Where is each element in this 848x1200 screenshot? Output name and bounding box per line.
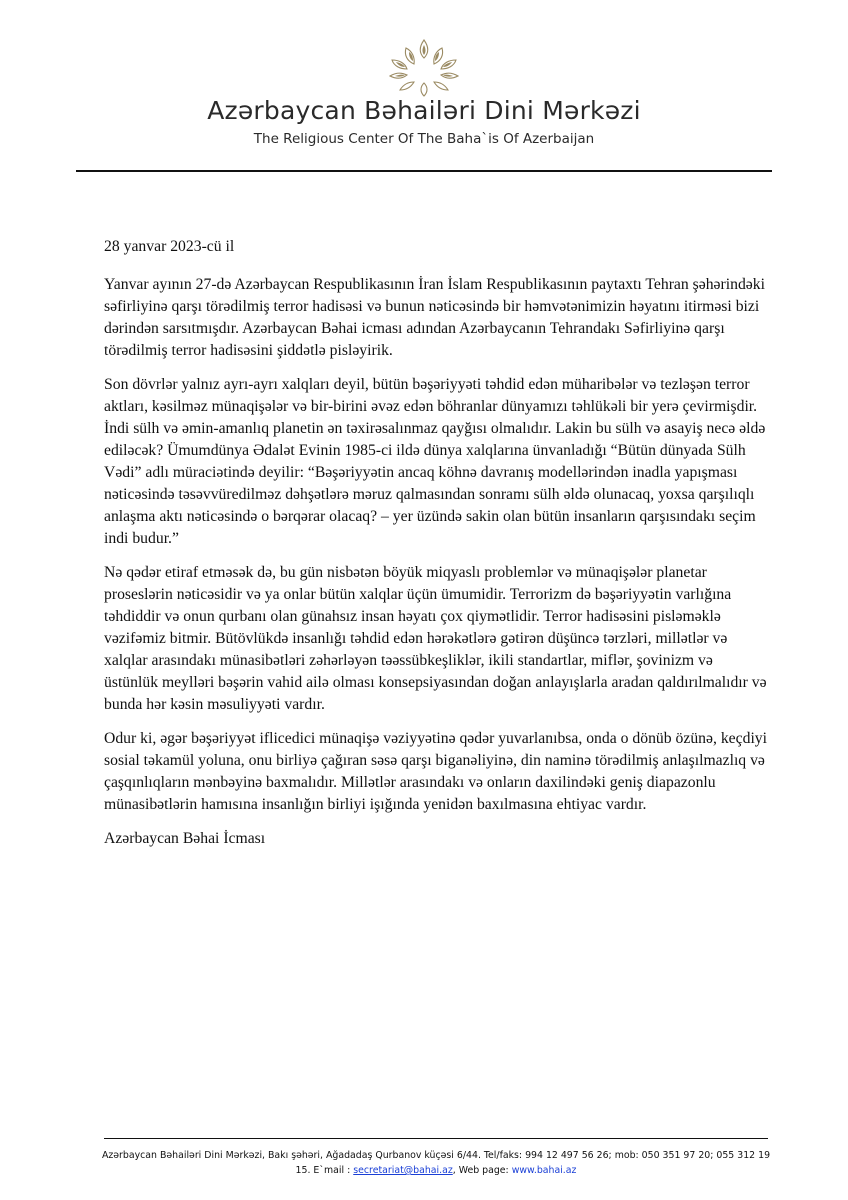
emblem-petal xyxy=(400,82,414,90)
letter-paragraph: Nə qədər etiraf etməsək də, bu gün nisbətən böyük miqyaslı problemlər və münaqişələr planetar proseslərin nəticəsidir və ya onlar bütün xalqlar üçün ümumidir. Terrorizm də bəşəriyyətin varlığına təhdiddir və onun qurbanı olan günahsız insan həyatı çox qiymətlidir. Terror hadisəsini pisləməklə vəzifəmiz bitmir. Bütövlükdə insanlığı təhdid edən hərəkətlərə gətirən düşüncə tərzləri, millətlər və xalqlar arasındakı münasibətləri zəhərləyən təəssübkeşliklər, ikili standartlar, miflər, şovinizm və üstünlük meylləri bəşərin vahid ailə olması konsepsiyasından doğan anlayışlarla aradan qaldırılmalıdır və bunda hər kəsin məsuliyyəti vardır. xyxy=(104,564,767,713)
letter-date: 28 yanvar 2023-cü il xyxy=(104,238,235,255)
footer-contact xyxy=(96,1148,776,1178)
letter-paragraph: Odur ki, əgər bəşəriyyət iflicedici münaqişə vəziyyətinə qədər yuvarlanıbsa, onda o dönüb özünə, keçdiyi sosial təkamül yoluna, onu birliyə çağıran səsə qarşı biganəliyinə, din naminə törədilmiş anlaşılmazlıq və çaşqınlıqların mənbəyinə baxmalıdır. Millətlər arasındakı və onların daxilindəki geniş diapazonlu münasibətlərin hamısına insanlığın birliyi işığında yenidən baxılmasına ehtiyac vardır. xyxy=(104,730,768,813)
letter-paragraph: Yanvar ayının 27-də Azərbaycan Respublikasının İran İslam Respublikasının paytaxtı Tehran şəhərindəki səfirliyinə qarşı törədilmiş terror hadisəsi və bunun nəticəsində bir həmvətənimizin həyatını itirməsi bizi dərindən sarsıtmışdır. Azərbaycan Bəhai icması adından Azərbaycanın Tehrandakı Səfirliyinə qarşı törədilmiş terror hadisəsini şiddətlə pisləyirik. xyxy=(104,276,765,359)
emblem-petal-core xyxy=(395,75,405,77)
emblem-petal-core xyxy=(423,45,426,55)
footer-web-link[interactable]: www.bahai.az xyxy=(511,1165,577,1176)
letter-body xyxy=(104,236,768,862)
nine-point-floral-emblem-icon xyxy=(364,36,484,100)
footer-divider xyxy=(104,1138,768,1139)
organization-subtitle: The Religious Center Of The Baha`is Of Azerbaijan xyxy=(253,131,595,147)
emblem-petal xyxy=(421,83,427,96)
letter-signature: Azərbaycan Bəhai İcması xyxy=(104,830,266,847)
footer-email-link[interactable]: secretariat@bahai.az xyxy=(353,1165,453,1176)
emblem-petal-cores xyxy=(395,45,453,77)
letter-paragraph: Son dövrlər yalnız ayrı-ayrı xalqları deyil, bütün bəşəriyyəti təhdid edən müharibələr və tezləşən terror aktları, kəsilməz münaqişələr və bir-birini əvəz edən böhranlar dünyamızı təhlükəli bir yerə çevirmişdir. İndi sülh və əmin-amanlıq planetin ən təxirəsalınmaz qayğısı olmalıdır. Lakin bu sülh və asayiş necə əldə ediləcək? Ümumdünya Ədalət Evinin 1985-ci ildə dünya xalqlarına ünvanladığı “Bütün dünyada Sülh Vədi” adlı müraciətində deyilir: “Bəşəriyyətin ancaq köhnə davranış modellərindən inadla yapışması nəticəsində təsəvvüredilməz dəhşətlərə məruz qalmasından sonramı sülh əldə olunacaq, yoxsa qarşılıqlı anlaşma aktı nəticəsində o bərqərar olacaq? – yer üzündə sakin olan bütün insanların qarşısındakı seçim indi budur.” xyxy=(104,376,766,547)
header-divider xyxy=(76,170,772,172)
footer-address: Azərbaycan Bəhailəri Dini Mərkəzi, Bakı şəhəri, Ağadadaş Qurbanov küçəsi 6/44. Tel/faks: 994 12 497 56 26; mob: 050 351 97 20; 055 312 19 15. E`mail : xyxy=(101,1150,771,1176)
emblem-petal xyxy=(434,82,448,90)
footer-web-label: , Web page: xyxy=(452,1165,512,1176)
organization-title: Azərbaycan Bəhailəri Dini Mərkəzi xyxy=(207,96,641,125)
emblem-petal-core xyxy=(443,75,453,77)
